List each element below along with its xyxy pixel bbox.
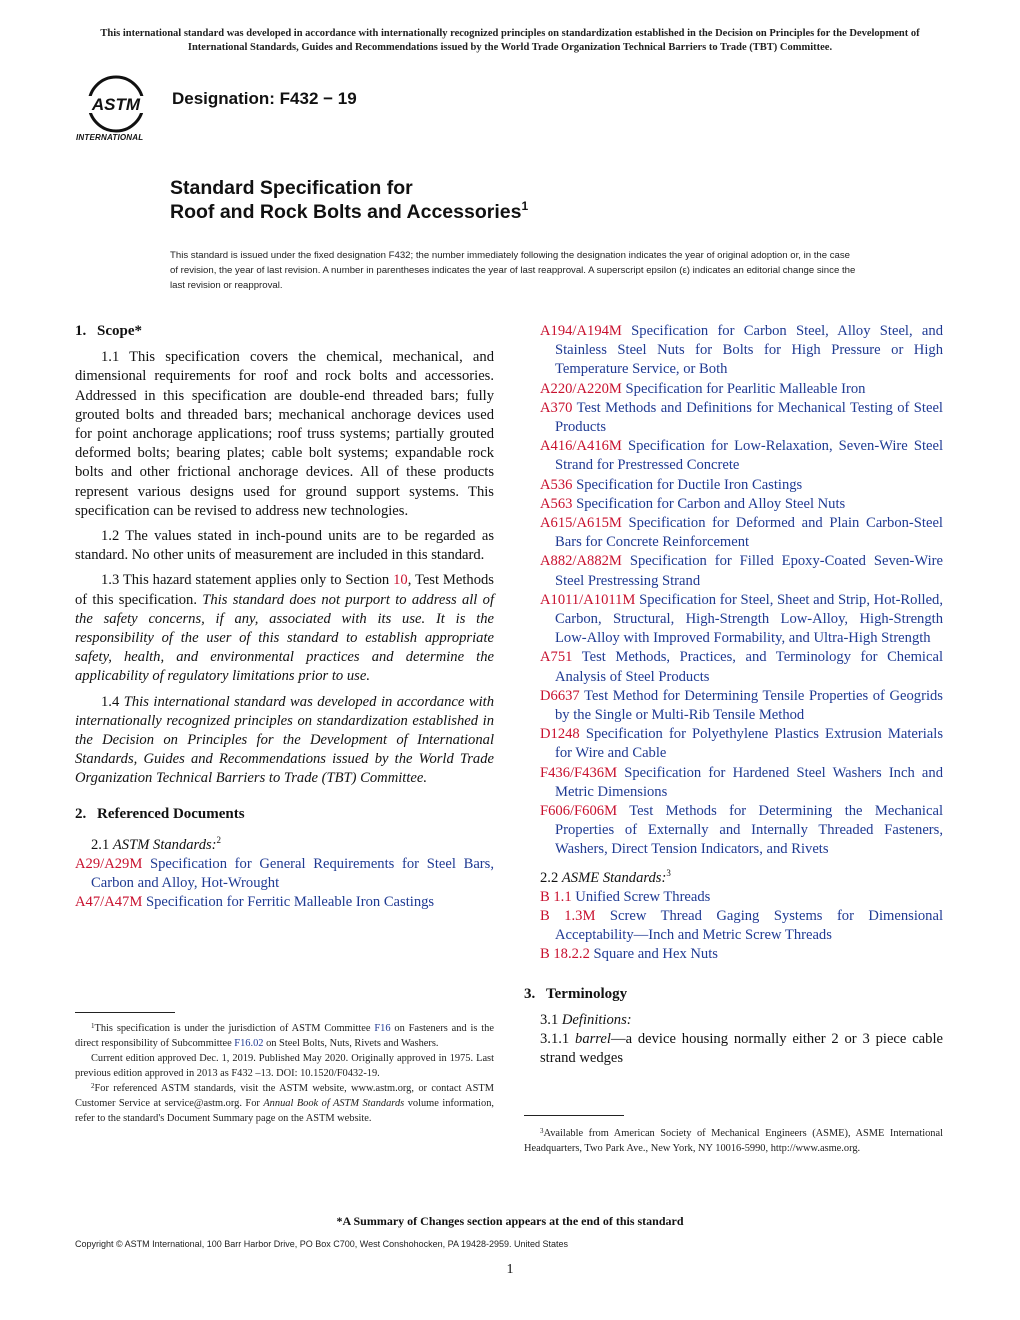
reference-code-link[interactable]: A194/A194M [540,323,622,339]
footnote-rule-right [524,1115,624,1116]
asme-reference-list [524,888,943,965]
left-column [75,322,494,913]
reference-item [524,380,943,399]
reference-title-link[interactable]: Test Methods for Determining the Mechanical Properties of Externally and Internally Threaded Fasteners, Washers, Direct Tension Indicators, and Rivets [555,803,943,858]
scope-1-3: 1.3 This hazard statement applies only to Section 10, Test Methods of this specification. This standard does not purport to address all of the safety concerns, if any, associated with its use. It is the responsibility of the user of this standard to establish appropriate safety, health, and environmental practices and determine the applicability of regulatory limitations prior to use. [75,572,494,685]
reference-code-link[interactable]: F436/F436M [540,764,618,781]
scope-1-2: 1.2 The values stated in inch-pound units are to be regarded as standard. No other units of measurement are included in this standard. [75,528,494,564]
reference-item [524,764,943,802]
reference-title-link[interactable]: Specification for Ductile Iron Castings [576,476,803,493]
astm-reference-list-continued [524,322,943,860]
reference-item [524,591,943,649]
reference-code-link[interactable]: B 1.3M [540,907,596,924]
section-10-link[interactable]: 10 [393,572,408,589]
reference-code-link[interactable]: D1248 [540,726,580,743]
reference-item [524,945,943,964]
reference-title-link[interactable]: Specification for Low-Relaxation, Seven-Wire Steel Strand for Prestressed Concrete [555,438,944,474]
reference-code-link[interactable]: A882/A882M [540,553,622,570]
reference-item [524,437,943,475]
reference-code-link[interactable]: A370 [540,399,573,416]
reference-title-link[interactable]: Test Methods and Definitions for Mechanical Testing of Steel Products [555,399,943,436]
reference-code-link[interactable]: A416/A416M [540,438,622,455]
reference-item [75,893,494,912]
reference-code-link[interactable]: F606/F606M [540,803,618,820]
footnote-1-edition: Current edition approved Dec. 1, 2019. Published May 2020. Originally approved in 1975. Last previous edition approved in 2013 as F432 –13. DOI: 10.1520/F0432-19. [75,1053,494,1079]
reference-title-link[interactable]: Test Methods, Practices, and Terminology for Chemical Analysis of Steel Products [555,649,943,685]
reference-title-link[interactable]: Specification for Pearlitic Malleable Iron [625,380,866,397]
footnote-rule-left [75,1012,175,1013]
copyright: Copyright © ASTM International, 100 Barr Harbor Drive, PO Box C700, West Conshohocken, PA 19428-2959. United States [75,1239,569,1249]
reference-item [524,552,943,590]
definitions-label: 3.1 Definitions: [540,1011,632,1028]
reference-code-link[interactable]: B 1.1 [540,888,572,905]
reference-title-link[interactable]: Specification for Hardened Steel Washers Inch and Metric Dimensions [555,764,943,800]
terminology-heading: 3. Terminology [524,985,628,1002]
issue-note: This standard is issued under the fixed designation F432; the number immediately following the designation indicates the year of original adoption or, in the case of revision, the year of last revision. A number in parentheses indicates the year of last reapproval. A superscript epsilon (ε) indicates an editorial change since the last revision or reapproval. [170,250,856,291]
definition-barrel: 3.1.1 barrel—a device housing normally either 2 or 3 piece cable strand wedges [540,1030,943,1067]
right-column [524,322,943,1068]
reference-title-link[interactable]: Screw Thread Gaging Systems for Dimensional Acceptability—Inch and Metric Screw Threads [555,907,944,944]
reference-item [524,495,943,514]
reference-item [524,725,943,763]
asme-standards-label: 2.2 ASME Standards:$^3$ [540,867,671,886]
reference-code-link[interactable]: A220/A220M [540,380,622,397]
reference-title-link[interactable]: Unified Screw Threads [575,888,711,905]
reference-code-link[interactable]: A29/A29M [75,855,143,872]
reference-item [524,802,943,860]
reference-title-link[interactable]: Specification for Carbon Steel, Alloy Steel, and Stainless Steel Nuts for Bolts for High Pressure or High Temperature Service, or Both [555,323,943,378]
scope-1-1: 1.1 This specification covers the chemical, mechanical, and dimensional requirements for roof and rock bolts and accessories. Addressed in this specification are double-end threaded bars; fully grouted bolts and threaded bars; mechanical anchorage devices used for point anchorage applications; roof truss systems; partially grouted deformed bolts; bearing plates; cable bolt systems; expandable rock bolts and other frictional anchorage devices. All of these products represent various designs used for ground support systems. This specification can be revised to address new technologies. [75,349,494,519]
reference-code-link[interactable]: B 18.2.2 [540,946,590,963]
reference-item [524,907,943,945]
reference-title-link[interactable]: Specification for Filled Epoxy-Coated Seven-Wire Steel Prestressing Strand [555,553,943,589]
reference-item [524,687,943,725]
reference-item [524,399,943,437]
reference-title-link[interactable]: Specification for Ferritic Malleable Iron Castings [145,894,435,911]
committee-f16-link[interactable]: F16 [374,1023,391,1034]
designation: Designation: F432 − 19 [172,89,357,108]
scope-1-4: 1.4 This international standard was developed in accordance with internationally recognized principles on standardization established in the Decision on Principles for the Development of International Standards, Guides and Recommendations issued by the World Trade Organization Technical Barriers to Trade (TBT) Committee. [75,693,495,787]
reference-code-link[interactable]: A751 [540,649,573,666]
reference-item [524,476,943,495]
reference-title-link[interactable]: Specification for Polyethylene Plastics Extrusion Materials for Wire and Cable [555,726,944,762]
standardization-notice: This international standard was developed in accordance with internationally recognized principles on standardization established in the Decision on Principles for the Development of International Standards, Guides and Recommendations issued by the World Trade Organization Technical Barriers to Trade (TBT) Committee. [100,28,920,53]
footnote-3: $^3$Available from American Society of Mechanical Engineers (ASME), ASME International Headquarters, Two Park Ave., New York, NY 10016-5990, http://www.asme.org. [524,1127,943,1154]
reference-title-link[interactable]: Square and Hex Nuts [593,946,718,963]
footnotes-left [75,1021,494,1126]
reference-title-link[interactable]: Specification for Steel, Sheet and Strip, Hot-Rolled, Carbon, Structural, High-Strength Low-Alloy, High-Strength Low-Alloy with Improved Formability, and Ultra-High Strength [555,591,943,647]
reference-item [524,514,943,552]
reference-item [75,855,494,893]
astm-reference-list [75,855,494,913]
summary-of-changes-note: *A Summary of Changes section appears at the end of this standard [336,1214,684,1228]
logo-caption: INTERNATIONAL [76,133,144,142]
referenced-documents-heading: 2. Referenced Documents [75,805,245,822]
reference-code-link[interactable]: A615/A615M [540,515,622,532]
page-title [170,176,528,224]
reference-code-link[interactable]: A1011/A1011M [540,591,636,608]
title-line-1: Standard Specification for [170,177,413,199]
scope-heading: 1. Scope* [75,323,142,339]
footnote-1: $^1$This specification is under the jurisdiction of ASTM Committee F16 on Fasteners and is the direct responsibility of Subcommittee F16.02 on Steel Bolts, Nuts, Rivets and Washers. [75,1022,494,1049]
subcommittee-f16-02-link[interactable]: F16.02 [234,1038,264,1049]
reference-code-link[interactable]: A563 [540,495,573,512]
reference-title-link[interactable]: Test Method for Determining Tensile Properties of Geogrids by the Single or Multi-Rib Tensile Method [555,687,943,724]
reference-item [524,322,943,380]
reference-item [524,648,943,686]
astm-standards-label: 2.1 ASTM Standards:$^2$ [91,834,222,853]
reference-title-link[interactable]: Specification for General Requirements for Steel Bars, Carbon and Alloy, Hot-Wrought [91,855,494,892]
reference-code-link[interactable]: A536 [540,476,573,493]
footnote-2: $^2$For referenced ASTM standards, visit the ASTM website, www.astm.org, or contact ASTM Customer Service at service@astm.org. For Annual Book of ASTM Standards volume information, refer to the standard's Document Summary page on the ASTM website. [75,1082,494,1124]
reference-title-link[interactable]: Specification for Deformed and Plain Carbon-Steel Bars for Concrete Reinforcement [555,515,943,551]
footnotes-right [524,1126,943,1156]
logo-text: ASTM [91,95,141,114]
reference-code-link[interactable]: A47/A47M [75,894,143,911]
reference-item [524,888,943,907]
reference-title-link[interactable]: Specification for Carbon and Alloy Steel Nuts [576,495,846,512]
page-number: 1 [506,1262,514,1277]
title-line-2: Roof and Rock Bolts and Accessories [170,201,522,223]
title-footnote-mark: 1 [521,199,529,213]
reference-code-link[interactable]: D6637 [540,687,580,704]
